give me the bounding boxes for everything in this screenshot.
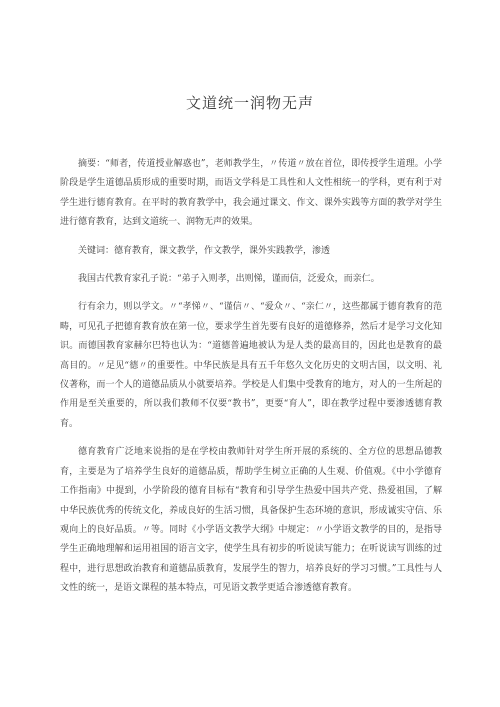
- body-paragraph-2: 行有余力，则以学文。〃“孝悌〃、“谨信〃、“爱众〃、“亲仁〃，这些都属于德育教育的范畴，可见孔子把德育教育放在第一位，要求学生首先要有良好的道德修养，然后才是学习文化知识。而德国教育家赫尔巴特也认为：“道德普遍地被认为是人类的最高目的，因此也是教育的最高目的。〃足见“德〃的重要性。中华民族是具有五千年悠久文化历史的文明古国，以文明、礼仪著称，而一个人的道德品质从小就要培养。学校是人们集中受教育的地方，对人的一生所起的作用是至关重要的，所以我们教师不仅要“教书”，更要“育人”，即在教学过程中要渗透德育教育。: [60, 302, 442, 429]
- spacer: [60, 434, 442, 443]
- spacer: [60, 289, 442, 298]
- body-paragraph-1: 我国古代教育家孔子说：“弟子入则孝，出则悌，谨而信，泛爱众，而亲仁。: [78, 274, 380, 285]
- page-title: 文道统一润物无声: [185, 94, 314, 112]
- body-paragraph-3: 德育教育广泛地来说指的是在学校由教师针对学生所开展的系统的、全方位的思想品德教育，主要是为了培养学生良好的道德品质，帮助学生树立正确的人生观、价值观。《中小学德育工作指南》中提到，小学阶段的德育目标有“教育和引导学生热爱中国共产党、热爱祖国，了解中华民族优秀的传统文化，养成良好的生活习惯，具备保护生态环境的意识，形成诚实守信、乐观向上的良好品质。〃等。同时《小学语文教学大纲》中规定：〃小学语文教学的目的，是指导学生正确地理解和运用祖国的语言文字，使学生具有初步的听说读写能力；在听说读写训练的过程中，进行思想政治教育和道德品质教育，发展学生的智力，培养良好的学习习惯。”工具性与人文性的统一，是语文课程的基本特点，可见语文教学更适合渗透德育教育。: [60, 447, 442, 594]
- document-body: [60, 155, 442, 599]
- keywords-paragraph: 关键词：德育教育，课文教学，作文教学，课外实践教学，渗透: [78, 245, 331, 256]
- spacer: [60, 261, 442, 270]
- spacer: [60, 233, 442, 242]
- abstract-paragraph: 摘要：“师者，传道授业解惑也”，老师教学生，〃传道〃放在首位，即传授学生道理。小学阶段是学生道德品质形成的重要时期，而语文学科是工具性和人文性相统一的学科，更有利于对学生进行德育教育。在平时的教育教学中，我会通过课文、作文、课外实践等方面的教学对学生进行德育教育，达到文道统一、润物无声的效果。: [60, 159, 442, 228]
